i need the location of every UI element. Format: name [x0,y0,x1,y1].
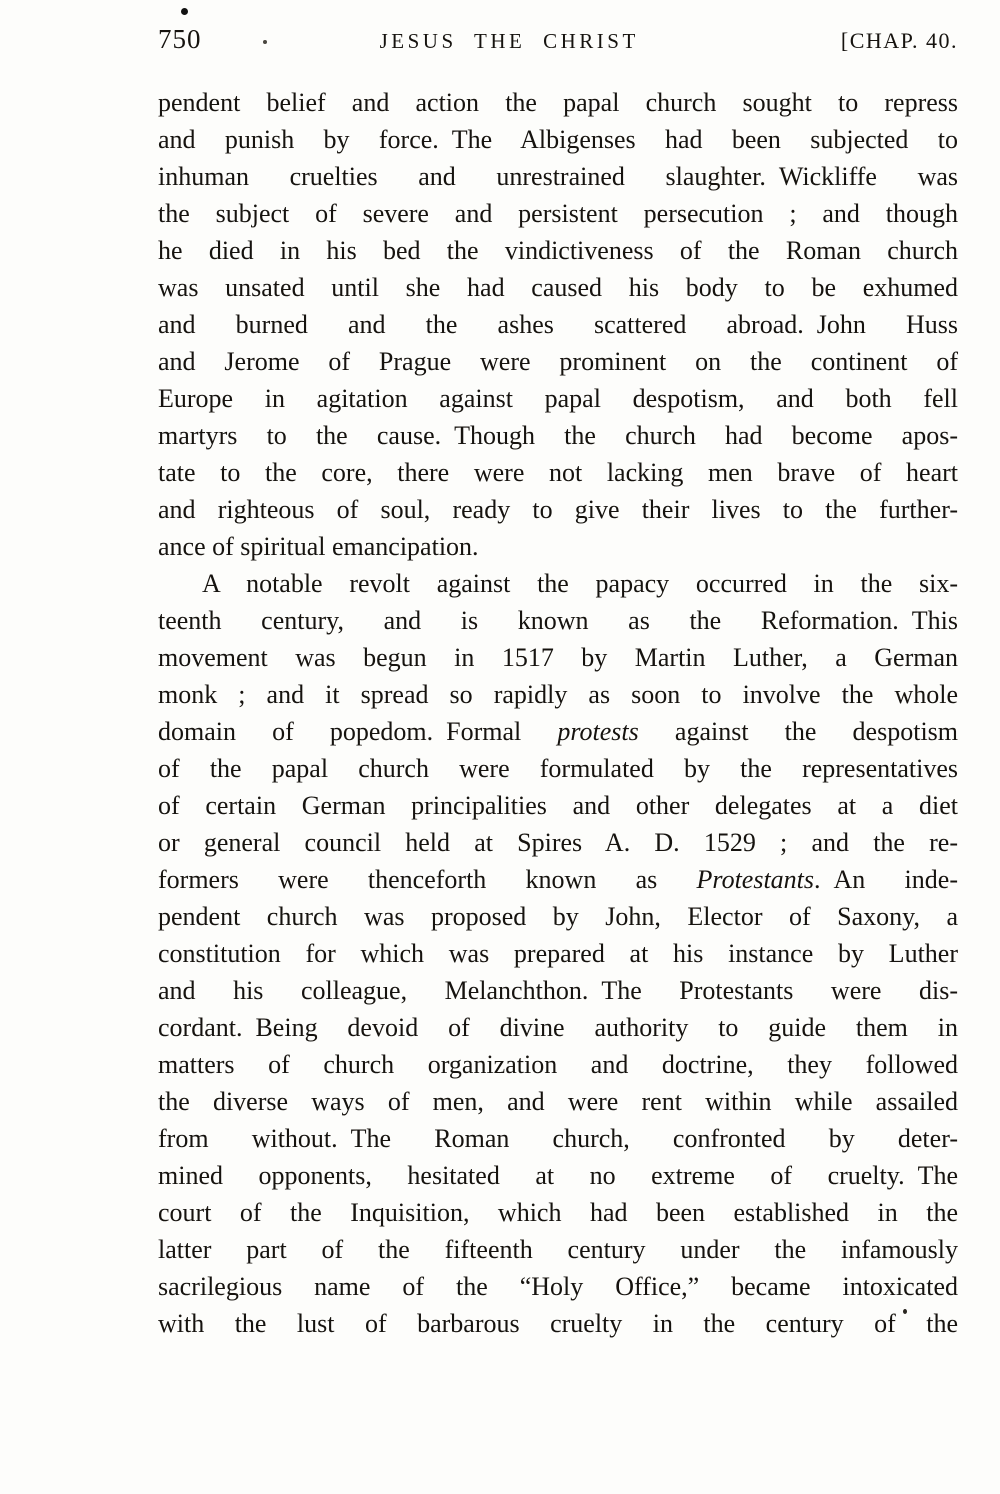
text-line [158,787,958,824]
paragraph [158,565,958,1342]
ink-speck [181,8,188,15]
text-line [158,491,958,528]
paragraph [158,84,958,565]
text-line [158,935,958,972]
text-segment: martyrs to the cause. Though the church had become apos- [158,421,958,450]
text-line [158,1120,958,1157]
text-segment: Europe in agitation against papal despotism, and both fell [158,384,958,413]
text-segment: latter part of the fifteenth century under the infamously [158,1235,958,1264]
text-line [158,1083,958,1120]
text-line [158,84,958,121]
text-line [158,639,958,676]
text-segment: matters of church organization and doctrine, they followed [158,1050,958,1079]
text-segment: was unsated until she had caused his body to be exhumed [158,273,958,302]
text-segment: or general council held at Spires A. D. 1529 ; and the re- [158,828,958,857]
text-segment: tate to the core, there were not lacking men brave of heart [158,458,958,487]
text-line [158,380,958,417]
text-line [158,343,958,380]
text-line [158,269,958,306]
text-line [158,1305,958,1342]
text-segment: movement was begun in 1517 by Martin Luther, a German [158,643,958,672]
page-number: 750 [158,24,202,54]
text-segment: against the despotism [638,717,959,746]
text-segment: domain of popedom. Formal [158,717,558,746]
text-segment: monk ; and it spread so rapidly as soon to involve the whole [158,680,958,709]
chapter-label: [CHAP. 40. [840,28,958,53]
text-line [158,676,958,713]
text-line [158,1268,958,1305]
text-segment: A notable revolt against the papacy occurred in the six- [202,569,958,598]
text-segment: the diverse ways of men, and were rent within while assailed [158,1087,958,1116]
page-header [158,24,958,55]
text-segment: he died in his bed the vindictiveness of the Roman church [158,236,958,265]
text-segment: constitution for which was prepared at his instance by Luther [158,939,958,968]
text-line [158,713,958,750]
text-segment: and his colleague, Melanchthon. The Protestants were dis- [158,976,958,1005]
text-segment: from without. The Roman church, confronted by deter- [158,1124,958,1153]
text-line [158,417,958,454]
text-line [158,1046,958,1083]
text-line [158,1009,958,1046]
italic-text: protests [557,717,639,746]
text-line [158,1231,958,1268]
text-segment: of the papal church were formulated by the representatives [158,754,958,783]
text-segment: teenth century, and is known as the Reformation. This [158,606,958,635]
text-line [158,195,958,232]
text-line [158,972,958,1009]
text-line [158,1157,958,1194]
text-segment: and burned and the ashes scattered abroad. John Huss [158,310,958,339]
text-line [158,750,958,787]
text-line [158,1194,958,1231]
text-segment: sacrilegious name of the “Holy Office,” became intoxicated [158,1272,958,1301]
text-line [158,824,958,861]
text-line [158,306,958,343]
text-line [158,861,958,898]
text-segment: and righteous of soul, ready to give their lives to the further- [158,495,958,524]
running-title: JESUS THE CHRIST [379,29,639,53]
text-segment: court of the Inquisition, which had been established in the [158,1198,958,1227]
text-segment: pendent church was proposed by John, Elector of Saxony, a [158,902,958,931]
text-segment: pendent belief and action the papal church sought to repress [158,88,958,117]
text-line [158,232,958,269]
page-body [158,84,958,1342]
text-segment: of certain German principalities and other delegates at a diet [158,791,958,820]
text-line [158,528,958,565]
text-segment: with the lust of barbarous cruelty in the century of the [158,1309,958,1338]
text-segment: mined opponents, hesitated at no extreme of cruelty. The [158,1161,958,1190]
text-segment: cordant. Being devoid of divine authority to guide them in [158,1013,958,1042]
text-segment: formers were thenceforth known as [158,865,697,894]
italic-text: Protestants [696,865,815,894]
text-segment: and Jerome of Prague were prominent on the continent of [158,347,958,376]
text-segment: the subject of severe and persistent persecution ; and though [158,199,958,228]
text-line [158,158,958,195]
text-segment: . An inde- [814,865,958,894]
text-line [158,454,958,491]
text-segment: inhuman cruelties and unrestrained slaughter. Wickliffe was [158,162,958,191]
text-line [158,565,958,602]
text-segment: ance of spiritual emancipation. [158,532,479,561]
text-line [158,121,958,158]
text-line [158,898,958,935]
text-segment: and punish by force. The Albigenses had been subjected to [158,125,958,154]
text-line [158,602,958,639]
